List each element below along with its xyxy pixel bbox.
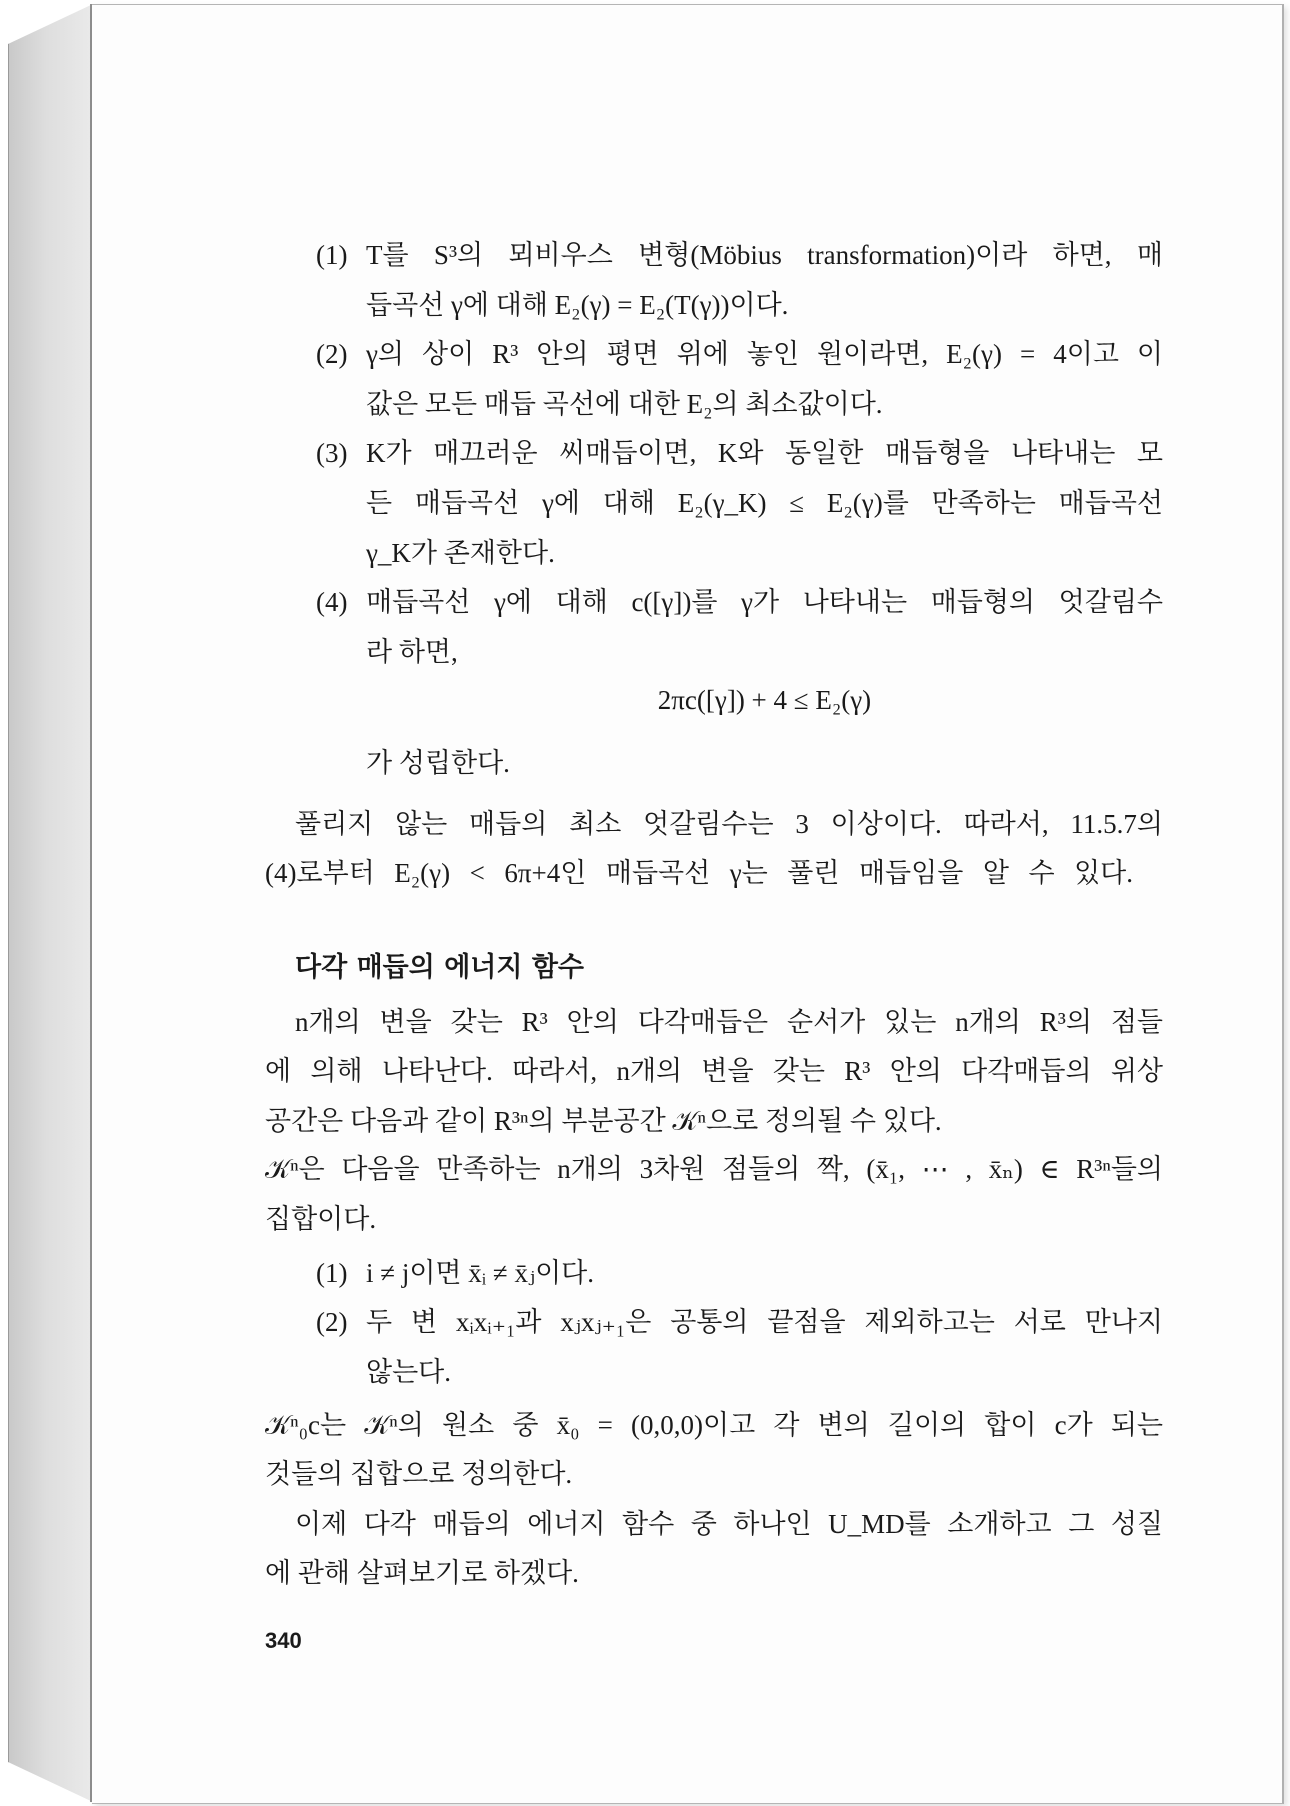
para5-line1: 이제 다각 매듭의 에너지 함수 중 하나인 U_MD를 소개하고 그 성질 [295,1509,1163,1539]
page-number: 340 [265,1628,302,1653]
list1-item2-line1: γ의 상이 R³ 안의 평면 위에 놓인 원이라면, E₂(γ) = 4이고 이 [366,339,1163,369]
list1-item3-line2: 든 매듭곡선 γ에 대해 E₂(γ_K) ≤ E₂(γ)를 만족하는 매듭곡선 [366,488,1163,518]
list2-item1-number: (1) [316,1258,348,1288]
list2-item2-line2: 않는다. [366,1357,451,1387]
section-heading: 다각 매듭의 에너지 함수 [295,952,585,983]
para2-line3: 공간은 다음과 같이 R³ⁿ의 부분공간 𝒦ⁿ으로 정의될 수 있다. [265,1106,942,1136]
after-formula-text: 가 성립한다. [366,748,510,778]
para3-line1: 𝒦ⁿ은 다음을 만족하는 n개의 3차원 점들의 짝, (x̄₁, ⋯ , x̄ₙ) ∈ R³ⁿ들의 [265,1154,1163,1184]
para3-line2: 집합이다. [265,1204,377,1234]
para1-line1: 풀리지 않는 매듭의 최소 엇갈림수는 3 이상이다. 따라서, 11.5.7의 [295,809,1163,839]
para4-line1: 𝒦ⁿ₀c는 𝒦ⁿ의 원소 중 x̄₀ = (0,0,0)이고 각 변의 길이의 합이 c가 되는 [265,1410,1163,1440]
para1-line2: (4)로부터 E₂(γ) < 6π+4인 매듭곡선 γ는 풀린 매듭임을 알 수 있다. [265,858,1133,888]
list2-item1-line1: i ≠ j이면 x̄ᵢ ≠ x̄ⱼ이다. [366,1258,595,1288]
para2-line1: n개의 변을 갖는 R³ 안의 다각매듭은 순서가 있는 n개의 R³의 점들 [295,1007,1163,1037]
list1-item4-number: (4) [316,587,348,617]
list1-item1-number: (1) [316,240,348,270]
list1-item3-line3: γ_K가 존재한다. [366,538,555,568]
list1-item2-number: (2) [316,339,348,369]
display-formula: 2πc([γ]) + 4 ≤ E₂(γ) [657,685,872,715]
list2-item2-line1: 두 변 xᵢxᵢ₊₁과 xⱼxⱼ₊₁은 공통의 끝점을 제외하고는 서로 만나지 [366,1307,1163,1337]
list2-item2-number: (2) [316,1307,348,1337]
para4-line2: 것들의 집합으로 정의한다. [265,1459,573,1489]
book-spine [8,4,93,1802]
para5-line2: 에 관해 살펴보기로 하겠다. [265,1558,579,1588]
list1-item3-line1: K가 매끄러운 씨매듭이면, K와 동일한 매듭형을 나타내는 모 [366,438,1163,468]
list1-item4-line2: 라 하면, [366,637,458,667]
list1-item1-line1: T를 S³의 뫼비우스 변형(Möbius transformation)이라 하면, 매 [366,240,1163,270]
list1-item1-line2: 듭곡선 γ에 대해 E₂(γ) = E₂(T(γ))이다. [366,290,789,320]
list1-item4-line1: 매듭곡선 γ에 대해 c([γ])를 γ가 나타내는 매듭형의 엇갈림수 [366,587,1163,617]
list1-item2-line2: 값은 모든 매듭 곡선에 대한 E₂의 최소값이다. [366,389,883,419]
para2-line2: 에 의해 나타난다. 따라서, n개의 변을 갖는 R³ 안의 다각매듭의 위상 [265,1056,1163,1086]
list1-item3-number: (3) [316,438,348,468]
